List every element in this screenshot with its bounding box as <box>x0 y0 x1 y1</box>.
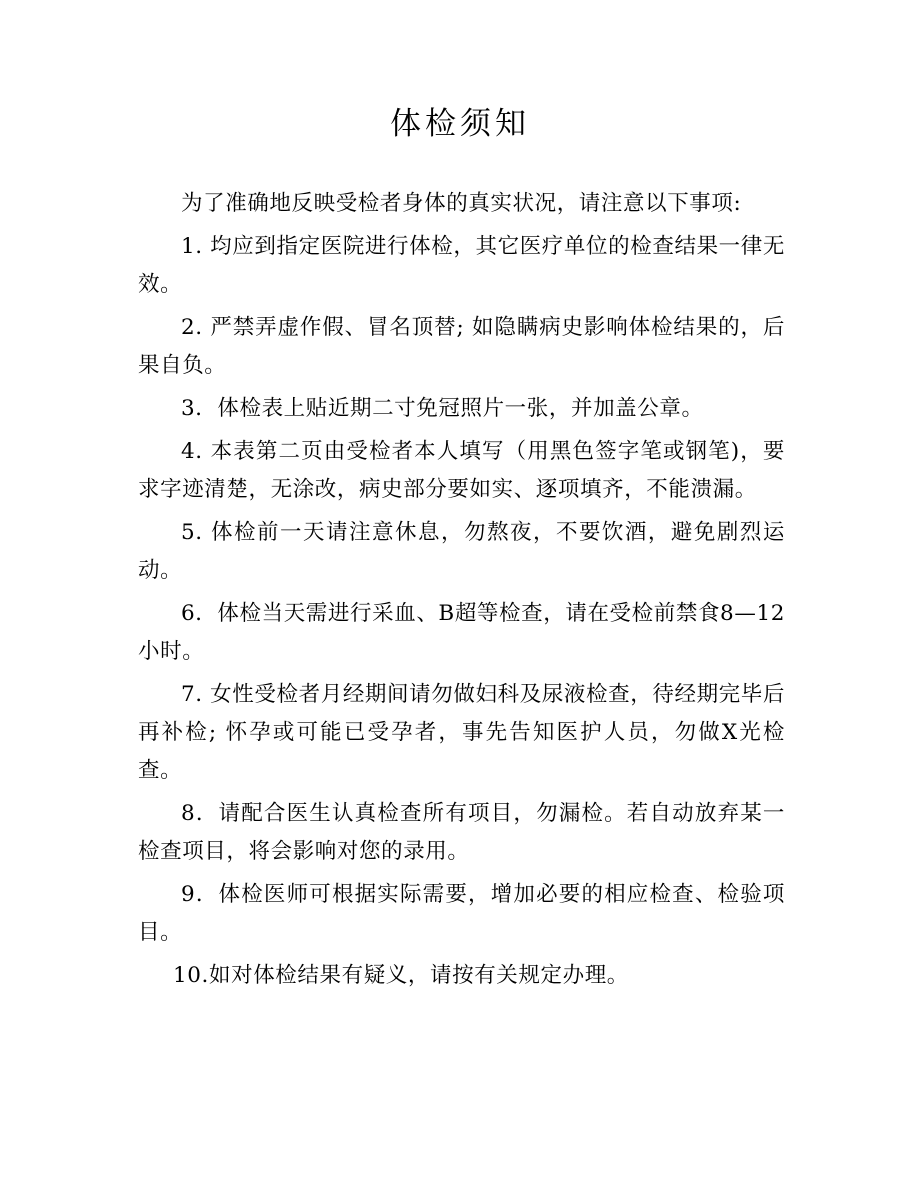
notice-item-2: 2. 严禁弄虚作假、冒名顶替; 如隐瞒病史影响体检结果的，后果自负。 <box>138 315 785 378</box>
document-title: 体检须知 <box>390 106 530 142</box>
notice-item-4: 4. 本表第二页由受检者本人填写（用黑色签字笔或钢笔)，要求字迹清楚，无涂改，病史部分要如实、逐项填齐，不能溃漏。 <box>138 439 785 502</box>
notice-item-3: 3．体检表上贴近期二寸免冠照片一张，并加盖公章。 <box>181 396 704 421</box>
notice-item-1: 1. 均应到指定医院进行体检，其它医疗单位的检查结果一律无效。 <box>138 234 785 297</box>
document-body <box>138 185 785 995</box>
notice-item-5: 5. 体检前一天请注意休息，勿熬夜，不要饮酒，避免剧烈运动。 <box>138 520 785 583</box>
notice-item-7: 7. 女性受检者月经期间请勿做妇科及尿液检查，待经期完毕后再补检; 怀孕或可能已受孕者，事先告知医护人员，勿做X光检查。 <box>138 682 785 783</box>
notice-item-6: 6．体检当天需进行采血、B超等检查，请在受检前禁食8—12小时。 <box>138 601 785 664</box>
intro-paragraph: 为了准确地反映受检者身体的真实状况，请注意以下事项: <box>181 191 742 216</box>
notice-item-9: 9．体检医师可根据实际需要，增加必要的相应检查、检验项目。 <box>138 882 785 945</box>
notice-item-10: 10.如对体检结果有疑义，请按有关规定办理。 <box>173 963 629 988</box>
notice-item-8: 8．请配合医生认真检查所有项目，勿漏检。若自动放弃某一检查项目，将会影响对您的录用。 <box>138 801 785 864</box>
